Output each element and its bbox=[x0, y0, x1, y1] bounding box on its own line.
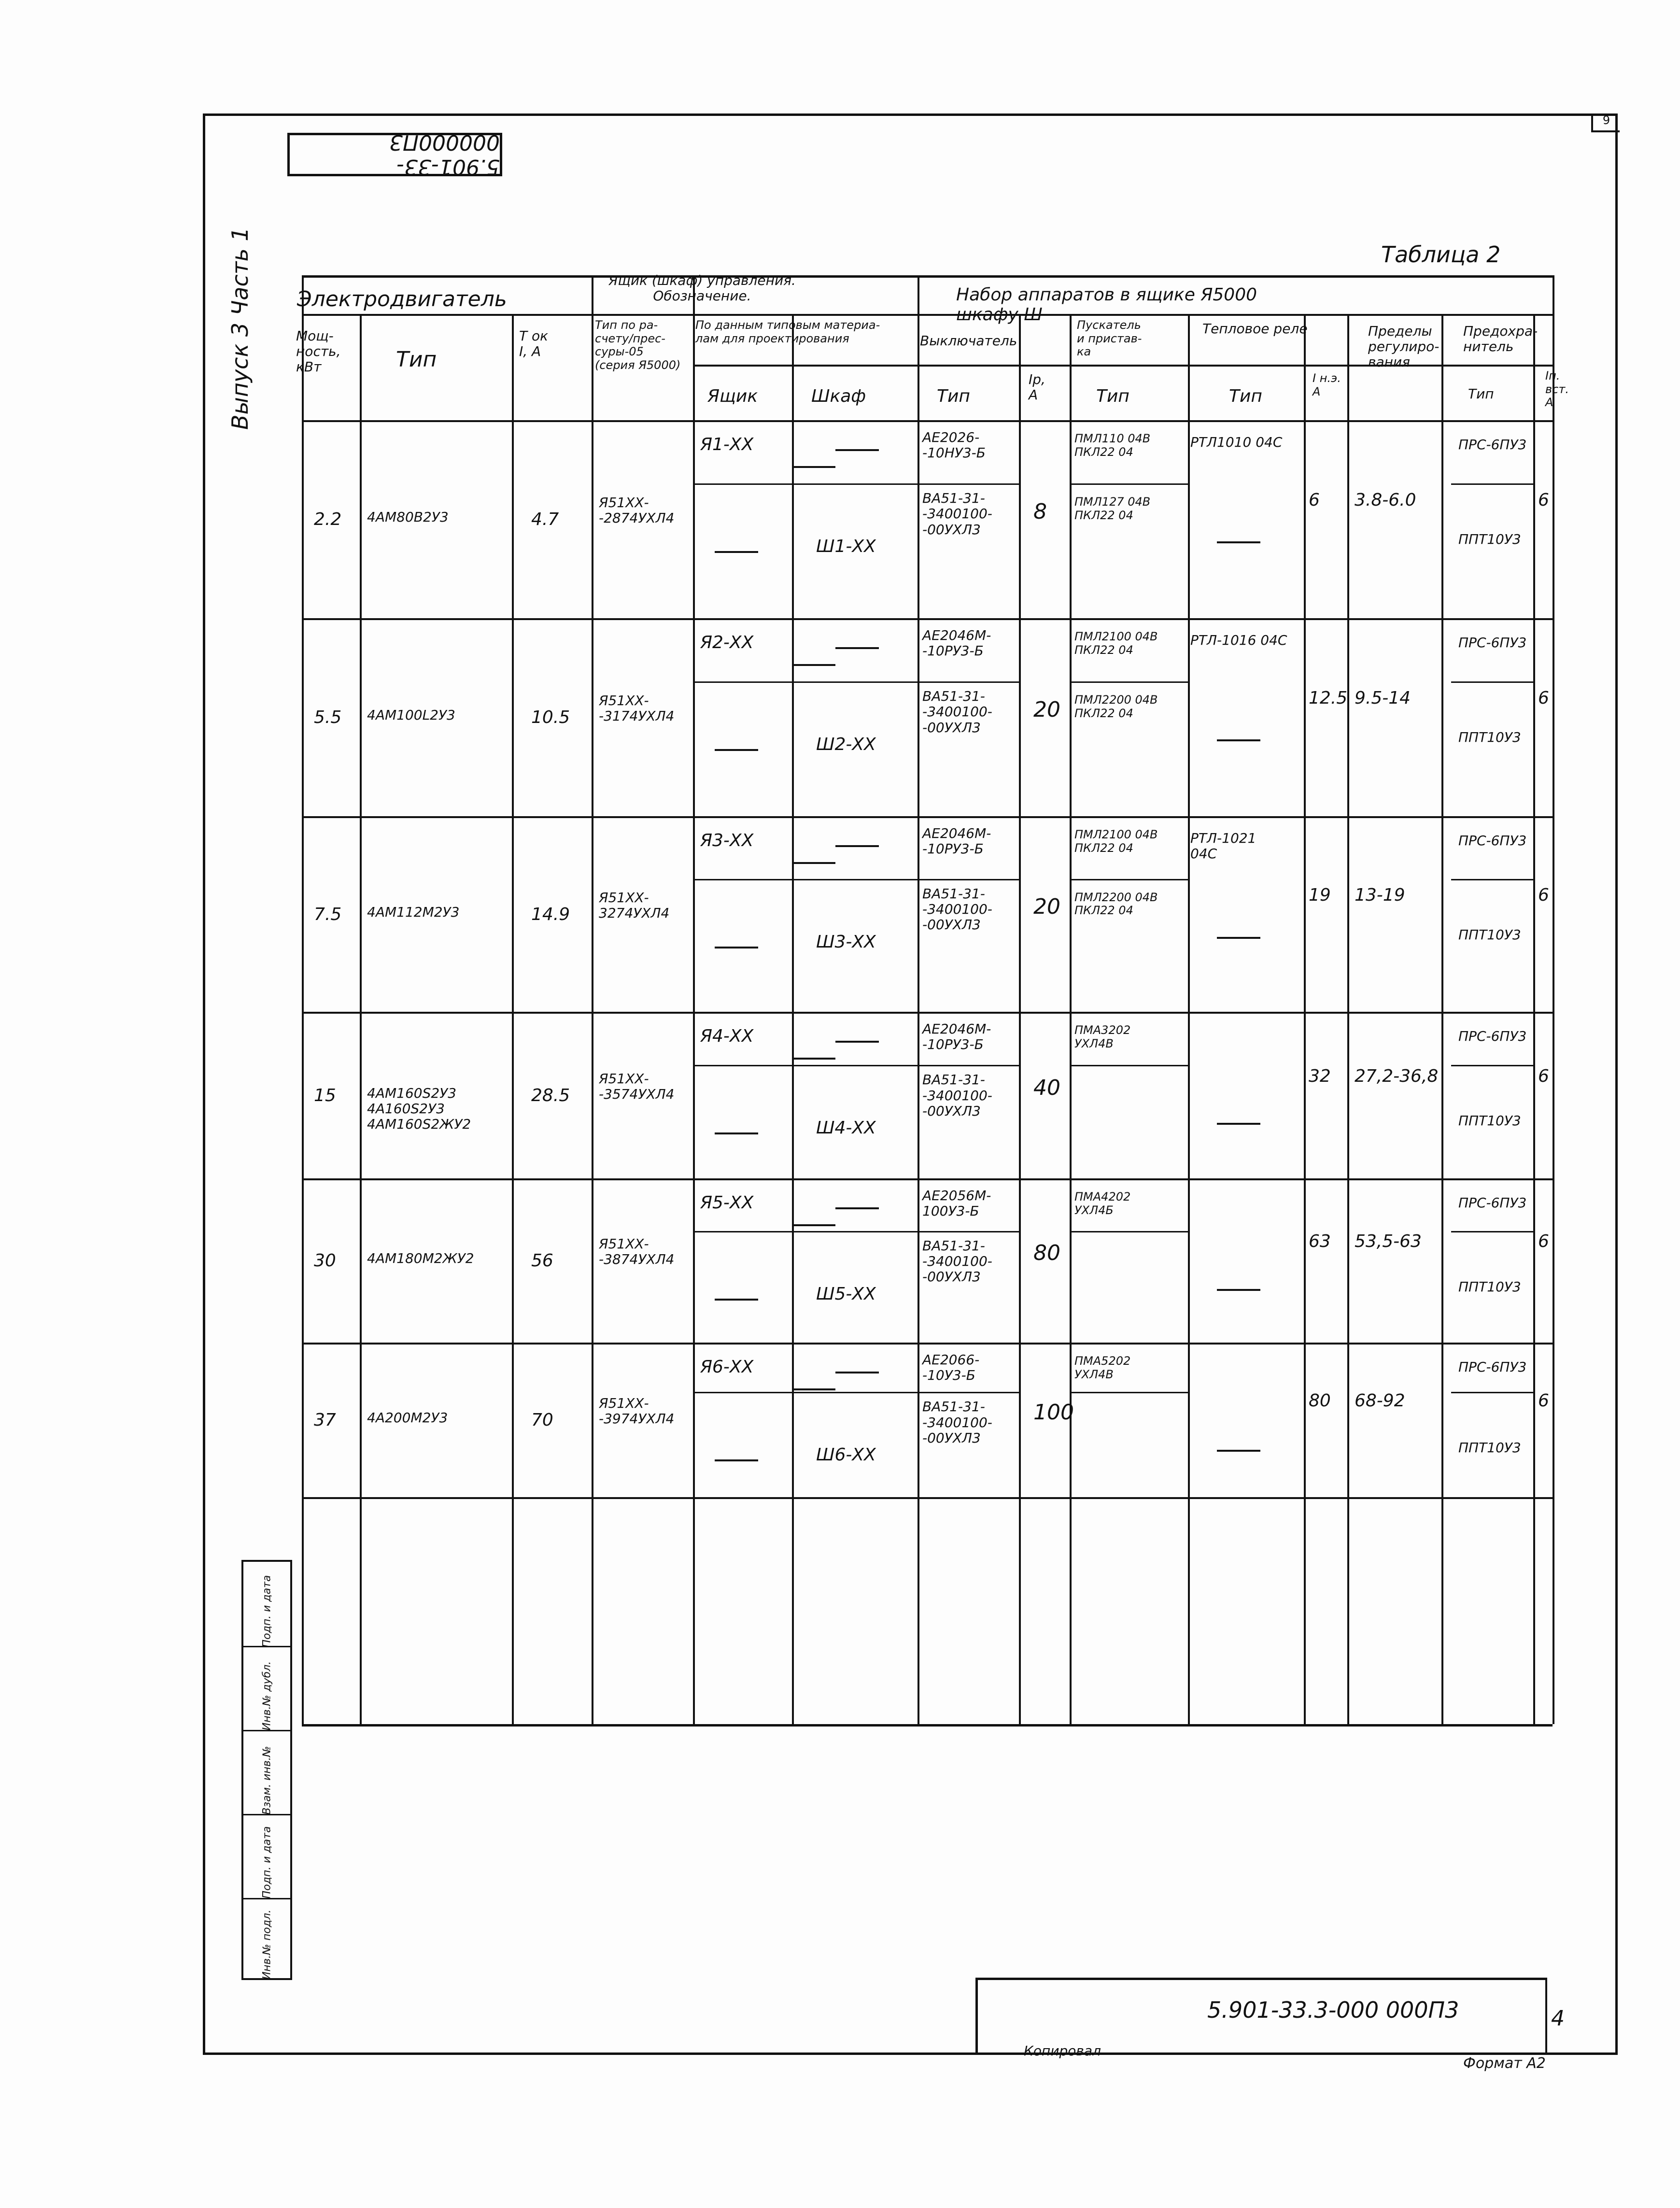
cell-current: 10.5 bbox=[531, 708, 570, 727]
cell-f1: ПРС-6ПУ3 bbox=[1458, 635, 1527, 651]
row-split bbox=[693, 879, 918, 880]
empty-cell-dash bbox=[835, 1372, 879, 1373]
stamp-field-5: Подп. и дата bbox=[261, 1575, 273, 1648]
cell-box-type: Я51ХХ- -3974УХЛ4 bbox=[599, 1395, 675, 1427]
empty-cell-dash bbox=[1217, 1450, 1260, 1452]
column-line bbox=[592, 275, 593, 1724]
row-split bbox=[1451, 1065, 1533, 1066]
row-split bbox=[693, 483, 918, 485]
cell-current: 28.5 bbox=[531, 1085, 570, 1105]
row-line bbox=[302, 1012, 1553, 1014]
cell-lim: 27,2-36,8 bbox=[1355, 1066, 1439, 1086]
header-box-group: Ящик (шкаф) управления. Обозначение. bbox=[608, 272, 796, 304]
cell-box-type: Я51ХХ- 3274УХЛ4 bbox=[599, 889, 670, 921]
header-power: Мощ- ность, кВт bbox=[296, 328, 341, 375]
cell-fi: 6 bbox=[1538, 490, 1549, 510]
cell-power: 7.5 bbox=[314, 904, 342, 924]
cell-f2: ППТ10У3 bbox=[1458, 531, 1521, 548]
column-line bbox=[1188, 314, 1190, 1724]
row-split bbox=[1070, 681, 1188, 683]
cell-fi: 6 bbox=[1538, 1391, 1549, 1411]
row-split bbox=[918, 483, 1019, 485]
row-split bbox=[1451, 1231, 1533, 1232]
stamp-field-1: Инв.№ подл. bbox=[261, 1910, 273, 1980]
header-switch: Выключатель bbox=[920, 333, 1017, 349]
cell-f1: ПРС-6ПУ3 bbox=[1458, 1028, 1527, 1044]
cell-f1: ПРС-6ПУ3 bbox=[1458, 437, 1527, 453]
empty-cell-dash bbox=[1217, 1123, 1260, 1125]
cell-ir: 80 bbox=[1033, 1241, 1060, 1265]
cell-current: 56 bbox=[531, 1251, 553, 1271]
cell-cab: Ш1-ХХ bbox=[816, 537, 876, 557]
sheet-corner-number: 9 bbox=[1591, 113, 1620, 132]
cell-motor: 4АМ100L2У3 bbox=[367, 707, 455, 723]
row-split bbox=[693, 1065, 918, 1066]
row-split bbox=[1451, 879, 1533, 880]
empty-cell-dash bbox=[835, 845, 879, 847]
column-line bbox=[693, 275, 695, 1724]
empty-cell-dash bbox=[1217, 739, 1260, 741]
row-split bbox=[918, 1065, 1019, 1066]
cell-power: 2.2 bbox=[314, 510, 342, 529]
cell-ir: 100 bbox=[1033, 1400, 1074, 1425]
subheader-rule bbox=[918, 365, 1553, 367]
empty-cell-dash bbox=[792, 1224, 835, 1226]
cell-f1: ПРС-6ПУ3 bbox=[1458, 1195, 1527, 1211]
stamp-field-2: Подп. и дата bbox=[261, 1826, 273, 1899]
header-limits: Пределы регулиро- вания bbox=[1368, 323, 1440, 370]
column-line bbox=[360, 314, 362, 1724]
row-line bbox=[302, 816, 1553, 818]
cell-box-type: Я51ХХ- -2874УХЛ4 bbox=[599, 495, 675, 526]
empty-cell-dash bbox=[715, 749, 758, 751]
cell-sw1: АЕ2046М- -10РУ3-Б bbox=[922, 825, 991, 857]
cell-power: 15 bbox=[314, 1085, 336, 1105]
cell-sw2: ВА51-31- -3400100- -00УХЛ3 bbox=[922, 1237, 992, 1285]
row-split bbox=[693, 1231, 918, 1232]
cell-current: 14.9 bbox=[531, 904, 570, 924]
stamp-field-3: Взам. инв.№ bbox=[261, 1746, 273, 1815]
cell-f2: ППТ10У3 bbox=[1458, 926, 1521, 943]
row-split bbox=[1070, 1065, 1188, 1066]
row-line bbox=[302, 1497, 1553, 1499]
row-split bbox=[1070, 1231, 1188, 1232]
cell-sw1: АЕ2046М- -10РУ3-Б bbox=[922, 1021, 991, 1053]
cell-cab: Ш4-ХХ bbox=[816, 1118, 876, 1138]
column-line bbox=[302, 275, 304, 1724]
empty-cell-dash bbox=[835, 1207, 879, 1209]
header-switch-type: Тип bbox=[937, 386, 970, 406]
row-split bbox=[693, 681, 918, 683]
empty-cell-dash bbox=[792, 664, 835, 666]
cell-relay: РТЛ-1016 04С bbox=[1190, 632, 1287, 648]
column-line bbox=[1019, 314, 1021, 1724]
row-split bbox=[1070, 1392, 1188, 1393]
cell-motor: 4АМ112М2У3 bbox=[367, 904, 460, 920]
empty-cell-dash bbox=[792, 1388, 835, 1390]
empty-cell-dash bbox=[1217, 1289, 1260, 1291]
cell-lim: 9.5-14 bbox=[1355, 688, 1411, 708]
table-caption: Таблица 2 bbox=[1381, 241, 1501, 268]
cell-st2: ПМЛ2200 04В ПКЛ22 04 bbox=[1074, 693, 1158, 720]
header-apparatus: Набор аппаратов в ящике Я5000 шкафу Ш bbox=[956, 285, 1257, 325]
table-border-bottom bbox=[302, 1724, 1553, 1727]
header-switch-current: Iр, А bbox=[1029, 371, 1045, 403]
cell-box-type: Я51ХХ- -3574УХЛ4 bbox=[599, 1070, 675, 1102]
header-relay-current: I н.э. А bbox=[1313, 371, 1341, 398]
cell-st2: ПМЛ127 04В ПКЛ22 04 bbox=[1074, 495, 1151, 522]
cell-sw1: АЕ2046М- -10РУ3-Б bbox=[922, 627, 991, 659]
cell-st1: ПМЛ2100 04В ПКЛ22 04 bbox=[1074, 630, 1158, 657]
cell-box: Я4-ХХ bbox=[700, 1026, 754, 1046]
cell-cab: Ш5-ХХ bbox=[816, 1284, 876, 1304]
row-split bbox=[693, 1392, 918, 1393]
cell-in: 6 bbox=[1309, 490, 1320, 510]
copied-label: Копировал bbox=[1024, 2043, 1101, 2059]
empty-cell-dash bbox=[835, 647, 879, 649]
cell-st1: ПМЛ2100 04В ПКЛ22 04 bbox=[1074, 828, 1158, 855]
row-split bbox=[918, 1231, 1019, 1232]
cell-ir: 40 bbox=[1033, 1075, 1060, 1100]
cell-sw2: ВА51-31- -3400100- -00УХЛ3 bbox=[922, 688, 992, 736]
cell-cab: Ш3-ХХ bbox=[816, 932, 876, 952]
cell-sw2: ВА51-31- -3400100- -00УХЛ3 bbox=[922, 490, 992, 538]
empty-cell-dash bbox=[715, 1299, 758, 1301]
cell-motor: 4АМ80В2У3 bbox=[367, 509, 449, 525]
cell-ir: 20 bbox=[1033, 697, 1060, 722]
cell-in: 19 bbox=[1309, 885, 1331, 905]
column-line bbox=[1070, 314, 1072, 1724]
cell-f2: ППТ10У3 bbox=[1458, 729, 1521, 746]
cell-in: 80 bbox=[1309, 1391, 1331, 1411]
cell-in: 12.5 bbox=[1309, 688, 1348, 708]
empty-cell-dash bbox=[1217, 541, 1260, 543]
row-line bbox=[302, 1178, 1553, 1180]
cell-fi: 6 bbox=[1538, 1231, 1549, 1251]
cell-f2: ППТ10У3 bbox=[1458, 1113, 1521, 1129]
row-split bbox=[1070, 483, 1188, 485]
cell-lim: 53,5-63 bbox=[1355, 1231, 1422, 1251]
empty-cell-dash bbox=[715, 1132, 758, 1134]
row-line bbox=[302, 1343, 1553, 1345]
row-split bbox=[1451, 1392, 1533, 1393]
header-fuse: Предохра- нитель bbox=[1463, 323, 1538, 355]
column-line bbox=[1533, 314, 1535, 1724]
header-starter-type: Тип bbox=[1096, 386, 1129, 406]
cell-in: 32 bbox=[1309, 1066, 1331, 1086]
cell-ir: 8 bbox=[1033, 499, 1047, 524]
header-relay-type: Тип bbox=[1229, 386, 1262, 406]
cell-sw2: ВА51-31- -3400100- -00УХЛ3 bbox=[922, 885, 992, 933]
empty-cell-dash bbox=[1217, 937, 1260, 939]
cell-power: 30 bbox=[314, 1251, 336, 1271]
cell-box: Я1-ХХ bbox=[700, 435, 754, 454]
side-stamp bbox=[241, 1560, 292, 1980]
subheader-rule bbox=[693, 365, 918, 367]
cell-relay: РТЛ-1021 04С bbox=[1190, 830, 1256, 862]
document-code: 5.901-33.3-000 000П3 bbox=[1207, 1997, 1459, 2023]
empty-cell-dash bbox=[792, 466, 835, 468]
empty-cell-dash bbox=[792, 1058, 835, 1060]
row-split bbox=[1070, 879, 1188, 880]
cell-lim: 13-19 bbox=[1355, 885, 1405, 905]
header-motor: Электродвигатель bbox=[297, 287, 507, 311]
cell-box: Я6-ХХ bbox=[700, 1357, 754, 1377]
cell-f2: ППТ10У3 bbox=[1458, 1440, 1521, 1456]
top-stamp: 5.901-33-000000П3 bbox=[287, 133, 502, 176]
cell-motor: 4А200М2У3 bbox=[367, 1410, 448, 1426]
cell-f2: ППТ10У3 bbox=[1458, 1278, 1521, 1295]
cell-current: 70 bbox=[531, 1410, 553, 1430]
cell-cab: Ш6-ХХ bbox=[816, 1445, 876, 1465]
header-starter: Пускатель и пристав- ка bbox=[1077, 318, 1142, 359]
cell-sw2: ВА51-31- -3400100- -00УХЛ3 bbox=[922, 1072, 992, 1119]
cell-st1: ПМЛ110 04В ПКЛ22 04 bbox=[1074, 432, 1151, 459]
cell-relay: РТЛ1010 04С bbox=[1190, 434, 1283, 450]
cell-sw1: АЕ2056М- 100У3-Б bbox=[922, 1188, 991, 1219]
sheet-number: 4 bbox=[1551, 2006, 1565, 2031]
cell-st2: ПМЛ2200 04В ПКЛ22 04 bbox=[1074, 890, 1158, 918]
empty-cell-dash bbox=[835, 1041, 879, 1043]
column-line bbox=[1441, 314, 1443, 1724]
side-label: Выпуск 3 Часть 1 bbox=[227, 227, 253, 430]
cell-current: 4.7 bbox=[531, 510, 559, 529]
row-line bbox=[302, 618, 1553, 620]
column-line bbox=[792, 314, 794, 1724]
cell-st1: ПМА3202 УХЛ4В bbox=[1074, 1023, 1131, 1050]
format-label: Формат А2 bbox=[1463, 2055, 1546, 2072]
cell-fi: 6 bbox=[1538, 885, 1549, 905]
cell-st1: ПМА4202 УХЛ4Б bbox=[1074, 1190, 1131, 1217]
row-split bbox=[1451, 681, 1533, 683]
row-split bbox=[1451, 483, 1533, 485]
cell-box-type: Я51ХХ- -3874УХЛ4 bbox=[599, 1236, 675, 1268]
cell-fi: 6 bbox=[1538, 1066, 1549, 1086]
header-by-data: По данным типовым материа- лам для проектирования bbox=[695, 318, 880, 345]
sheet-number-cell bbox=[1545, 1978, 1574, 2052]
empty-cell-dash bbox=[715, 551, 758, 553]
cell-ir: 20 bbox=[1033, 894, 1060, 919]
row-split bbox=[918, 681, 1019, 683]
column-line bbox=[1347, 314, 1349, 1724]
empty-cell-dash bbox=[792, 862, 835, 864]
table-border-top bbox=[302, 275, 1553, 278]
header-current: Т ок I, А bbox=[519, 328, 549, 360]
header-rule bbox=[302, 314, 1553, 316]
cell-sw2: ВА51-31- -3400100- -00УХЛ3 bbox=[922, 1399, 992, 1446]
header-fuse-type: Тип bbox=[1468, 386, 1494, 402]
cell-power: 37 bbox=[314, 1410, 336, 1430]
stamp-field-4: Инв.№ дубл. bbox=[261, 1661, 273, 1731]
header-fuse-current: Iп. вст. А bbox=[1545, 369, 1569, 410]
empty-cell-dash bbox=[835, 449, 879, 451]
cell-fi: 6 bbox=[1538, 688, 1549, 708]
cell-box: Я5-ХХ bbox=[700, 1193, 754, 1213]
header-motor-type: Тип bbox=[396, 347, 437, 372]
row-split bbox=[918, 1392, 1019, 1393]
row-split bbox=[918, 879, 1019, 880]
column-line bbox=[918, 275, 919, 1724]
cell-sw1: АЕ2026- -10НУ3-Б bbox=[922, 429, 986, 461]
header-relay: Тепловое реле bbox=[1202, 321, 1308, 337]
header-box: Ящик bbox=[707, 386, 758, 406]
cell-f1: ПРС-6ПУ3 bbox=[1458, 1359, 1527, 1375]
cell-st1: ПМА5202 УХЛ4В bbox=[1074, 1354, 1131, 1381]
cell-motor: 4АМ160S2У3 4А160S2У3 4АМ160S2ЖУ2 bbox=[367, 1085, 471, 1132]
cell-sw1: АЕ2066- -10У3-Б bbox=[922, 1352, 980, 1384]
cell-lim: 3.8-6.0 bbox=[1355, 490, 1416, 510]
column-line bbox=[1553, 275, 1554, 1724]
empty-cell-dash bbox=[715, 947, 758, 948]
cell-in: 63 bbox=[1309, 1231, 1331, 1251]
header-cabinet: Шкаф bbox=[811, 386, 866, 406]
column-line bbox=[1304, 314, 1306, 1724]
row-line bbox=[302, 420, 1553, 422]
cell-box-type: Я51ХХ- -3174УХЛ4 bbox=[599, 693, 675, 724]
cell-box: Я3-ХХ bbox=[700, 831, 754, 850]
cell-power: 5.5 bbox=[314, 708, 342, 727]
cell-motor: 4АМ180М2ЖУ2 bbox=[367, 1250, 474, 1266]
cell-lim: 68-92 bbox=[1355, 1391, 1405, 1411]
column-line bbox=[512, 314, 514, 1724]
header-box-type: Тип по ра- счету/прес- суры-05 (серия Я5000) bbox=[595, 318, 681, 372]
cell-f1: ПРС-6ПУ3 bbox=[1458, 833, 1527, 849]
empty-cell-dash bbox=[715, 1459, 758, 1461]
cell-cab: Ш2-ХХ bbox=[816, 735, 876, 755]
cell-box: Я2-ХХ bbox=[700, 633, 754, 652]
